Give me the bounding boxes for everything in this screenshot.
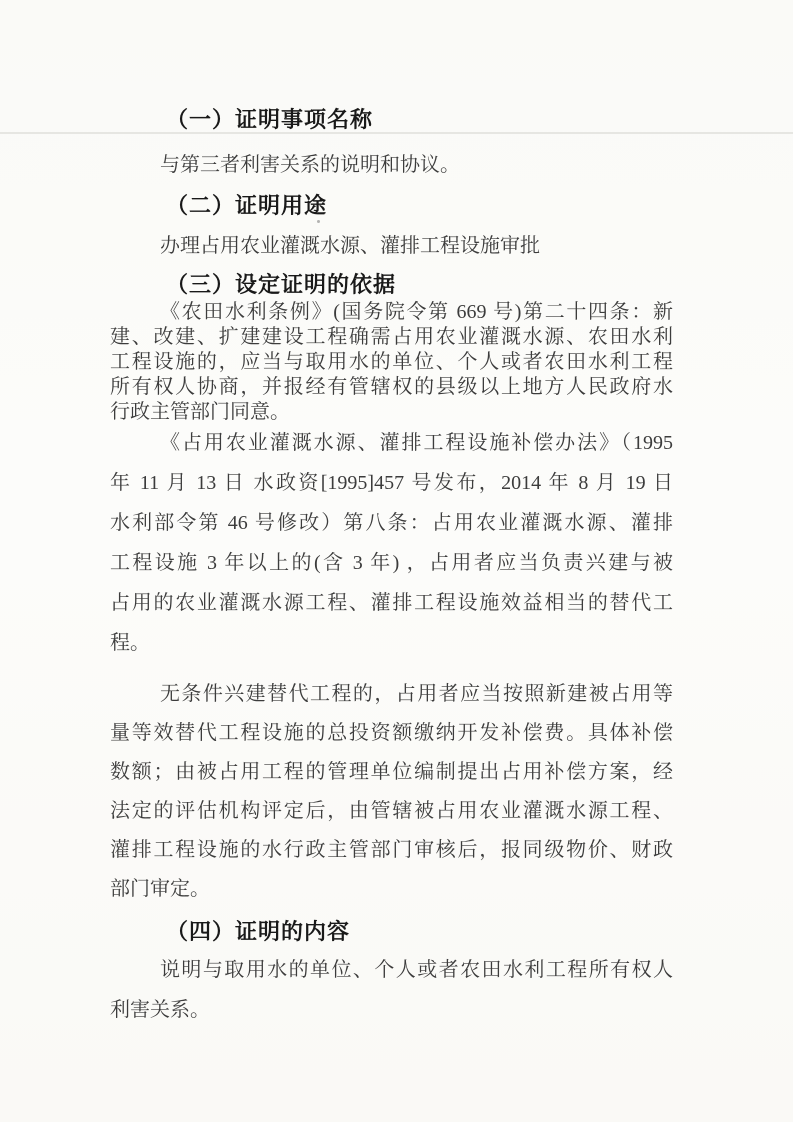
text-line: 利害关系。 — [110, 999, 210, 1021]
text-line: 建、改建、扩建建设工程确需占用农业灌溉水源、农田水利 — [110, 326, 673, 348]
para-compensation-fee — [110, 675, 673, 909]
text-line: 与第三者利害关系的说明和协议。 — [160, 154, 460, 176]
text-line: 《占用农业灌溉水源、灌排工程设施补偿办法》（1995 — [160, 432, 673, 454]
heading-certification-content: （四）证明的内容 — [166, 919, 351, 944]
text-line: 办理占用农业灌溉水源、灌排工程设施审批 — [160, 235, 540, 257]
heading-certification-item-name: （一）证明事项名称 — [166, 107, 374, 132]
text-line: 说明与取用水的单位、个人或者农田水利工程所有权人 — [160, 959, 673, 981]
text-line: 无条件兴建替代工程的，占用者应当按照新建被占用等 — [160, 683, 673, 705]
text-line: 工程设施 3 年以上的(含 3 年) ，占用者应当负责兴建与被 — [110, 552, 673, 574]
document-body — [110, 106, 673, 1030]
text-line: 占用的农业灌溉水源工程、灌排工程设施效益相当的替代工 — [110, 592, 673, 614]
text-line: 部门审定。 — [110, 878, 210, 900]
text-line: 年 11 月 13 日 水政资[1995]457 号发布，2014 年 8 月 19 日 — [110, 472, 673, 494]
text-line: 法定的评估机构评定后，由管辖被占用农业灌溉水源工程、 — [110, 800, 673, 822]
text-line: 数额；由被占用工程的管理单位编制提出占用补偿方案，经 — [110, 761, 673, 783]
text-line: 量等效替代工程设施的总投资额缴纳开发补偿费。具体补偿 — [110, 722, 673, 744]
para-compensation-measures — [110, 423, 673, 663]
heading-certification-basis: （三）设定证明的依据 — [166, 272, 397, 297]
para-certification-content — [110, 950, 673, 1030]
text-line: 灌排工程设施的水行政主管部门审核后，报同级物价、财政 — [110, 839, 673, 861]
para-certification-item-name — [110, 152, 673, 178]
text-line: 行政主管部门同意。 — [110, 401, 290, 423]
para-certification-purpose — [110, 233, 673, 259]
heading-certification-purpose: （二）证明用途 — [166, 193, 328, 218]
text-line: 所有权人协商，并报经有管辖权的县级以上地方人民政府水 — [110, 376, 673, 398]
text-line: 水利部令第 46 号修改）第八条：占用农业灌溉水源、灌排 — [110, 512, 673, 534]
text-line: 《农田水利条例》(国务院令第 669 号)第二十四条：新 — [160, 301, 673, 323]
text-line: 程。 — [110, 632, 150, 654]
para-farmland-water-regulation — [110, 300, 673, 425]
text-line: 工程设施的，应当与取用水的单位、个人或者农田水利工程 — [110, 351, 673, 373]
